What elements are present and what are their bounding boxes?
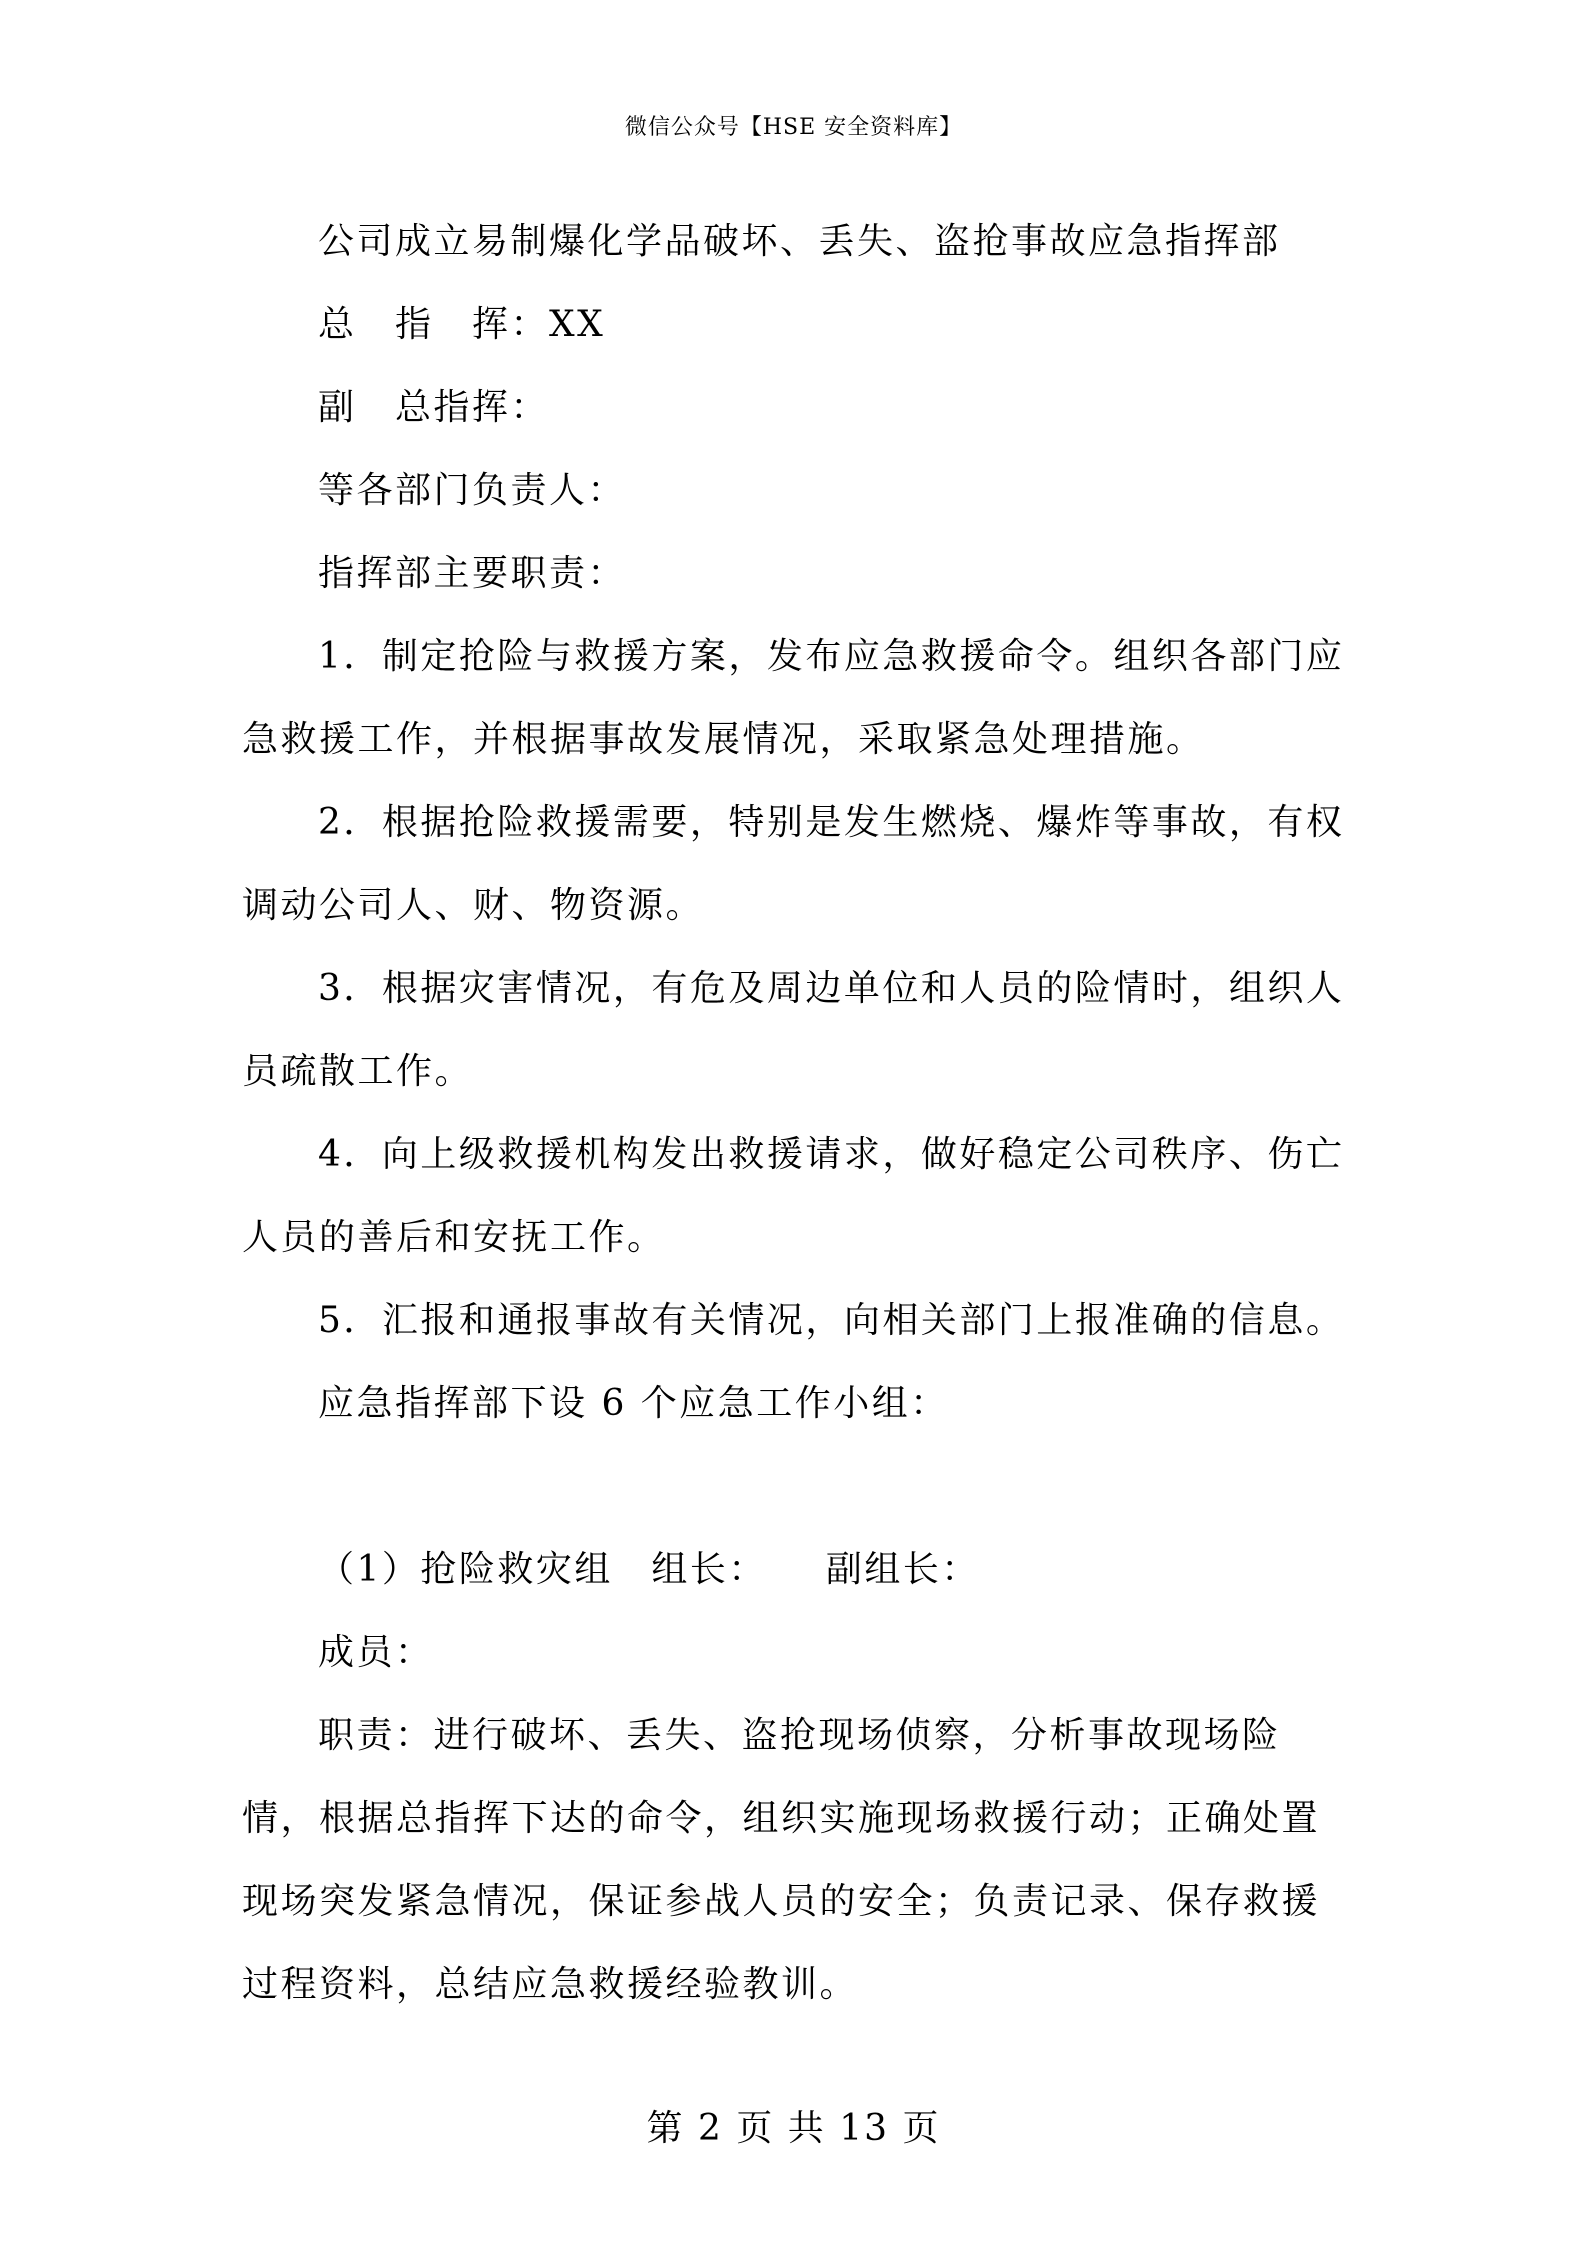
duty-item-3: 3．根据灾害情况，有危及周边单位和人员的险情时，组织人员疏散工作。 [242, 968, 1345, 1092]
document-body [242, 200, 1354, 2026]
duty-item-4: 4．向上级救援机构发出救援请求，做好稳定公司秩序、伤亡人员的善后和安抚工作。 [242, 1134, 1345, 1258]
duty-item-5: 5．汇报和通报事故有关情况，向相关部门上报准确的信息。 [318, 1300, 1345, 1341]
duty-item-1: 1．制定抢险与救援方案，发布应急救援命令。组织各部门应急救援工作，并根据事故发展情况，采取紧急处理措施。 [242, 636, 1345, 760]
page-header: 微信公众号【HSE 安全资料库】 [624, 115, 963, 140]
group-1-members: 成员： [318, 1632, 434, 1673]
commander-line: 总 指 挥：XX [318, 304, 606, 345]
command-title: 公司成立易制爆化学品破坏、丢失、盗抢事故应急指挥部 [318, 221, 1281, 262]
groups-intro: 应急指挥部下设 6 个应急工作小组： [318, 1383, 949, 1424]
duties-heading: 指挥部主要职责： [318, 553, 627, 594]
group-1-heading: （1）抢险救灾组 组长： 副组长： [318, 1549, 980, 1590]
group-1-duties: 职责：进行破坏、丢失、盗抢现场侦察，分析事故现场险情，根据总指挥下达的命令，组织实施现场救援行动；正确处置现场突发紧急情况，保证参战人员的安全；负责记录、保存救援过程资料，总结应急救援经验教训。 [242, 1715, 1321, 2005]
department-heads-line: 等各部门负责人： [318, 470, 627, 511]
deputy-commander-line: 副 总指挥： [318, 387, 550, 428]
blank-line [242, 1445, 1354, 1528]
duty-item-2: 2．根据抢险救援需要，特别是发生燃烧、爆炸等事故，有权调动公司人、财、物资源。 [242, 802, 1345, 926]
page-number-footer: 第 2 页 共 13 页 [646, 2108, 941, 2149]
